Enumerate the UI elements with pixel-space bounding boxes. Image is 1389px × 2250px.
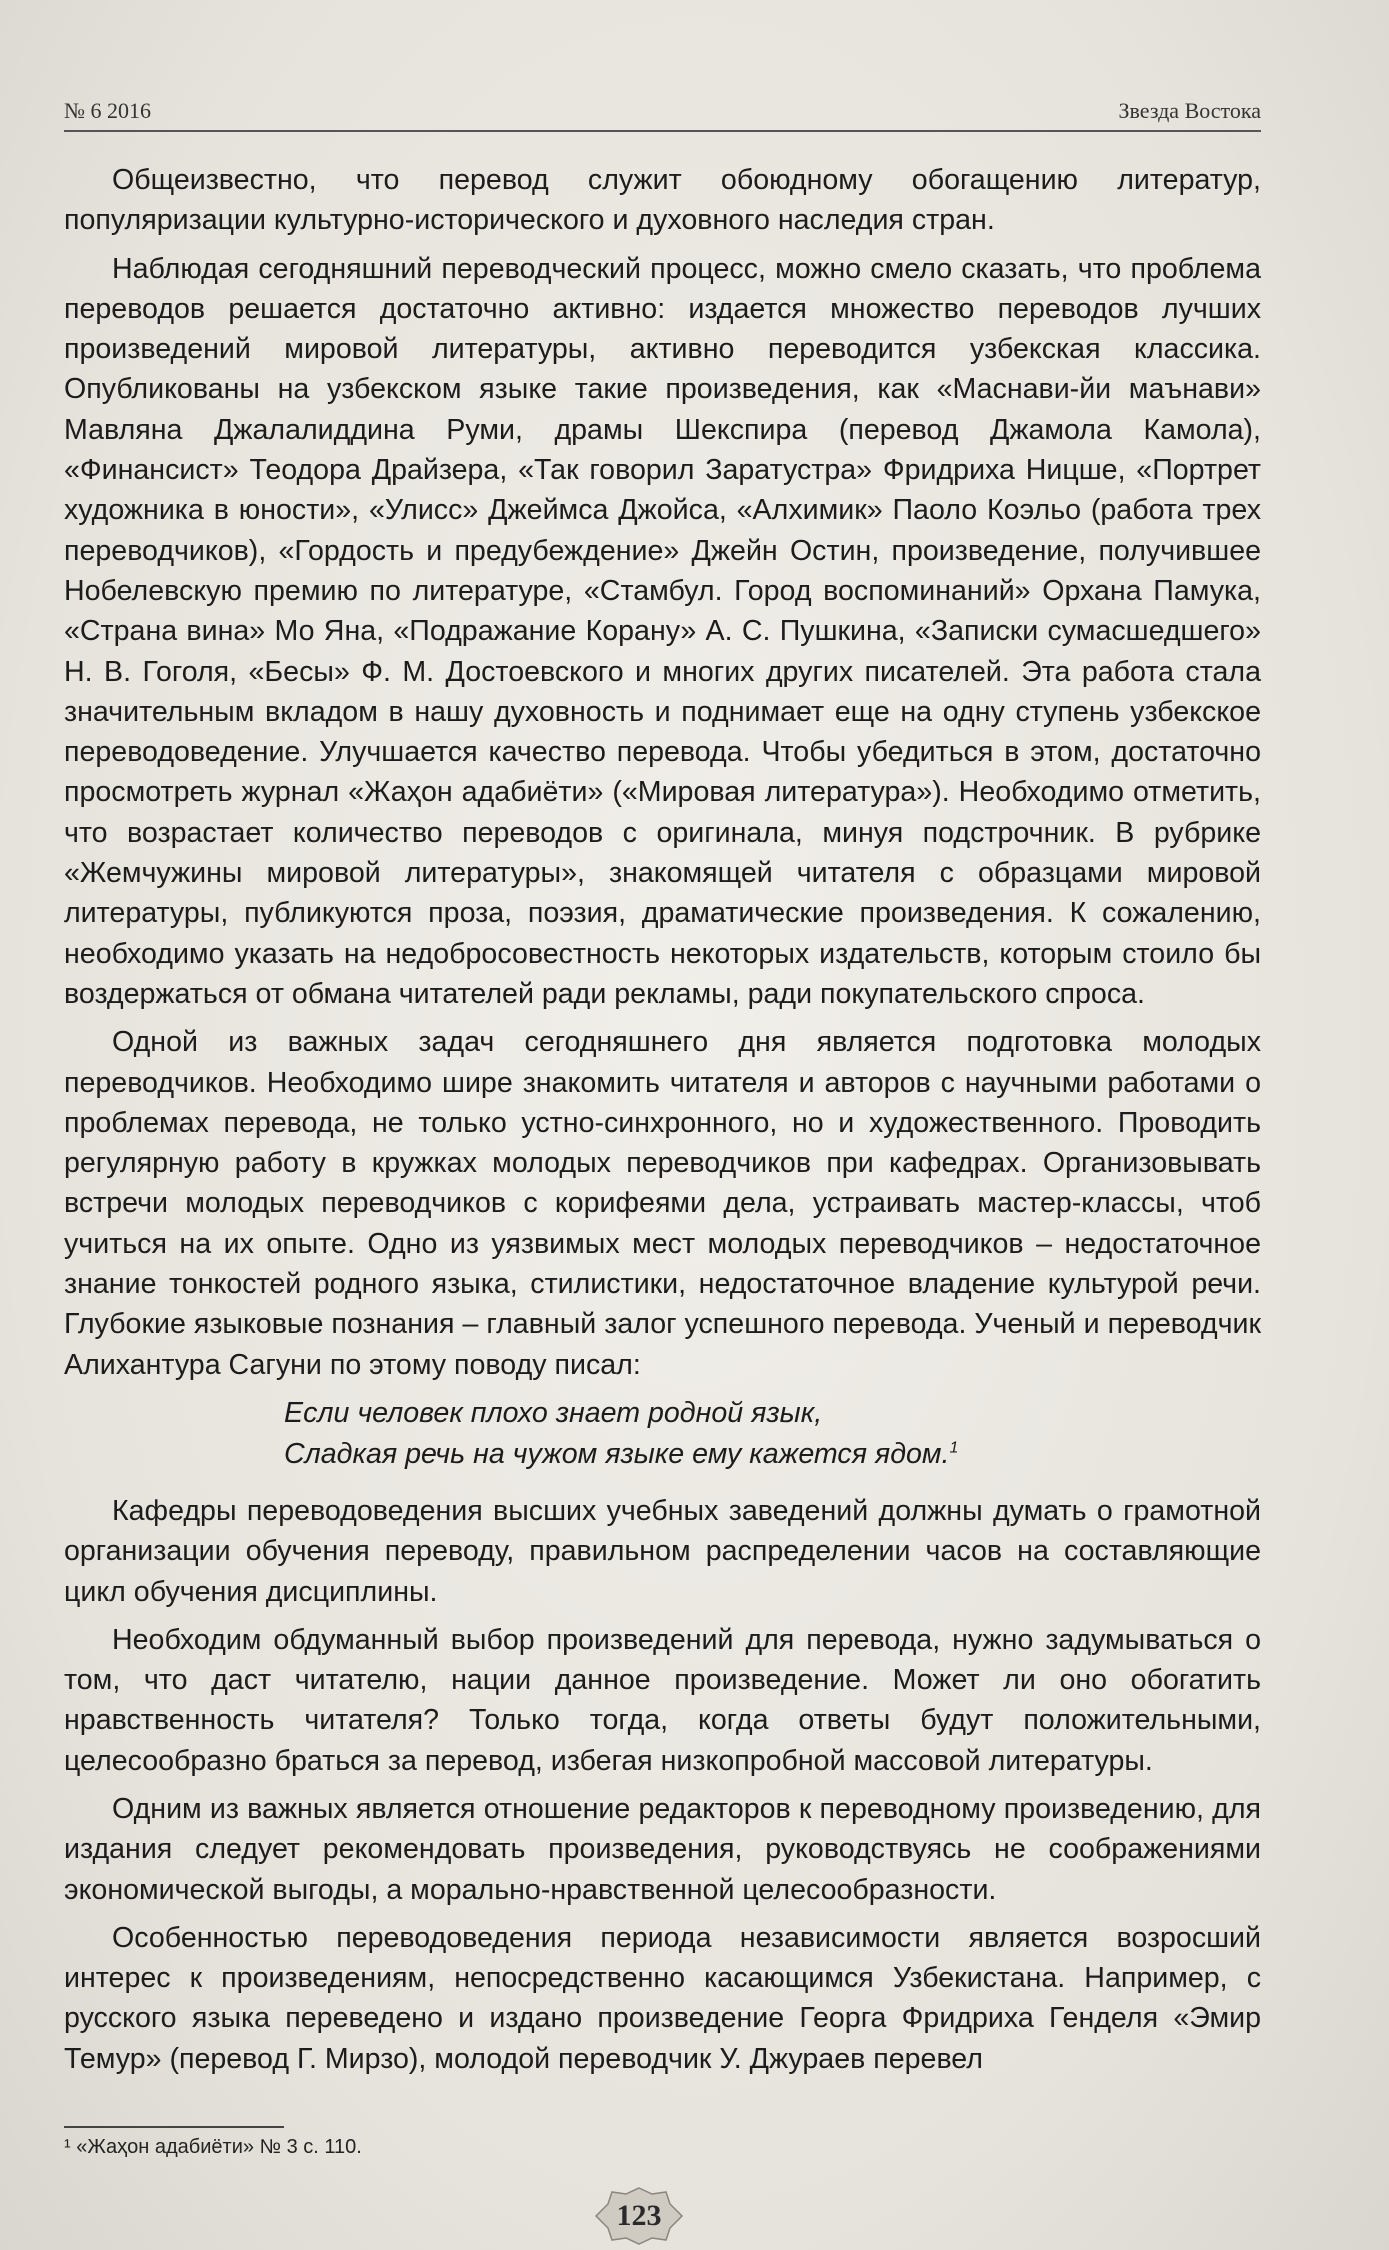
paragraph-7: Особенностью переводоведения периода независимости является возросший интерес к произведениям, непосредственно касающимся Узбекистана. Например, с русского языка переведено и издано произведение Георга Фридриха Генделя «Эмир Темур» (перевод Г. Мирзо), молодой переводчик У. Джураев перевел — [64, 1921, 1261, 2075]
paragraph-3: Одной из важных задач сегодняшнего дня является подготовка молодых переводчиков. Необходимо шире знакомить читателя и авторов с научными работами о проблемах перевода, не только устно-синхронного, но и художественного. Проводить регулярную работу в кружках молодых переводчиков при кафедрах. Организовывать встречи молодых переводчиков с корифеями дела, устраивать мастер-классы, чтоб учиться на их опыте. Одно из уязвимых мест молодых переводчиков – недостаточное знание тонкостей родного языка, стилистики, недостаточное владение культурой речи. Глубокие языковые познания – главный залог успешного перевода. Ученый и переводчик Алихантура Сагуни по этому поводу писал: — [64, 1026, 1261, 1381]
footnote: ¹ «Жаҳон адабиёти» № 3 с. 110. — [64, 2136, 362, 2158]
quote-line-2 — [284, 1434, 1261, 1475]
page-number: 123 — [616, 2199, 662, 2232]
verse-quote — [64, 1393, 1261, 1475]
paragraph-2: Наблюдая сегодняшний переводческий процесс, можно смело сказать, что проблема переводов решается достаточно активно: издается множество переводов лучших произведений мировой литературы, активно переводится узбекская классика. Опубликованы на узбекском языке такие произведения, как «Маснави-йи маънави» Мавляна Джалалиддина Руми, драмы Шекспира (перевод Джамола Камола), «Финансист» Теодора Драйзера, «Так говорил Заратустра» Фридриха Ницше, «Портрет художника в юности», «Улисс» Джеймса Джойса, «Алхимик» Паоло Коэльо (работа трех переводчиков), «Гордость и предубеждение» Джейн Остин, произведение, получившее Нобелевскую премию по литературе, «Стамбул. Город воспоминаний» Орхана Памука, «Страна вина» Мо Яна, «Подражание Корану» А. С. Пушкина, «Записки сумасшедшего» Н. В. Гоголя, «Бесы» Ф. М. Достоевского и многих других писателей. Эта работа стала значительным вкладом в нашу духовность и поднимает еще на одну ступень узбекское переводоведение. Улучшается качество перевода. Чтобы убедиться в этом, достаточно просмотреть журнал «Жаҳон адабиёти» («Мировая литература»). Необходимо отметить, что возрастает количество переводов с оригинала, минуя подстрочник. В рубрике «Жемчужины мировой литературы», знакомящей читателя с образцами мировой литературы, публикуются проза, поэзия, драматические произведения. К сожалению, необходимо указать на недобросовестность некоторых издательств, которым стоило бы воздержаться от обмана читателей ради рекламы, ради покупательского спроса. — [64, 252, 1261, 1010]
article-body — [64, 160, 1261, 2087]
paragraph-1: Общеизвестно, что перевод служит обоюдному обогащению литератур, популяризации культурно-исторического и духовного наследия стран. — [64, 164, 1261, 237]
running-header — [64, 88, 1261, 132]
paragraph-6: Одним из важных является отношение редакторов к переводному произведению, для издания следует рекомендовать произведения, руководствуясь не соображениями экономической выгоды, а морально-нравственной целесообразности. — [64, 1792, 1261, 1906]
quote-line-2-text: Сладкая речь на чужом языке ему кажется ядом. — [284, 1437, 950, 1470]
paragraph-5: Необходим обдуманный выбор произведений для перевода, нужно задумываться о том, что даст читателю, нации данное произведение. Может ли оно обогатить нравственность читателя? Только тогда, когда ответы будут положительными, целесообразно браться за перевод, избегая низкопробной массовой литературы. — [64, 1623, 1261, 1777]
journal-title: Звезда Востока — [1118, 98, 1261, 123]
quote-line-1: Если человек плохо знает родной язык, — [284, 1396, 823, 1429]
paragraph-4: Кафедры переводоведения высших учебных заведений должны думать о грамотной организации обучения переводу, правильном распределении часов на составляющие цикл обучения дисциплины. — [64, 1494, 1261, 1608]
footnote-divider — [64, 2126, 284, 2128]
footnote-reference[interactable]: 1 — [949, 1439, 959, 1457]
issue-number: № 6 2016 — [64, 98, 151, 123]
page-number-badge — [594, 2186, 684, 2246]
